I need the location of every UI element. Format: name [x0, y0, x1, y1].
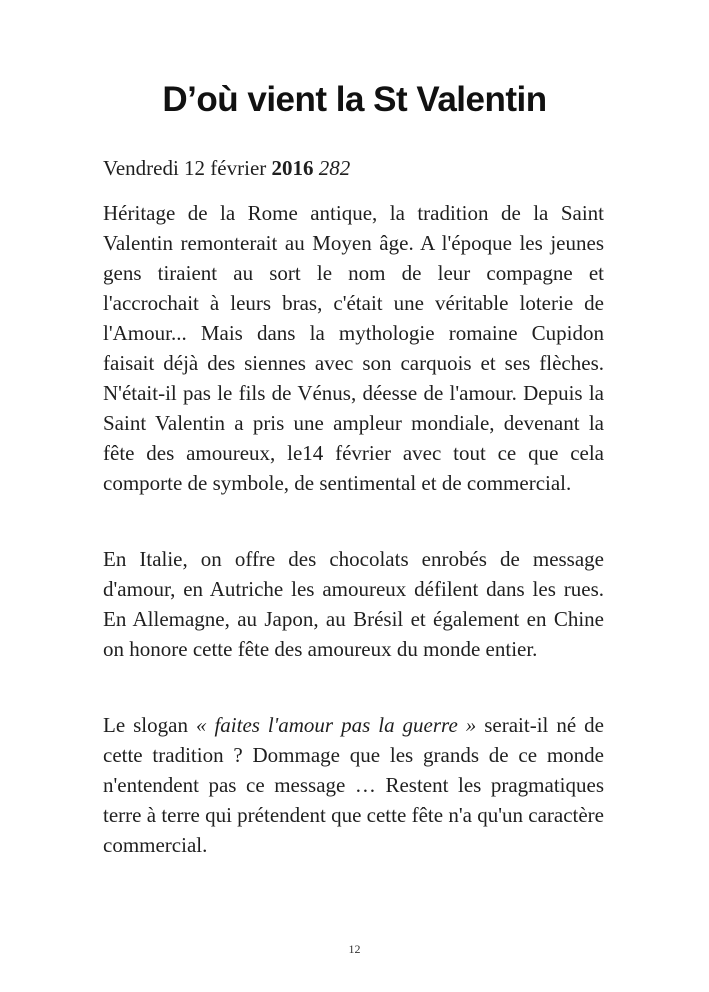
paragraph-2: En Italie, on offre des chocolats enrobés de message d'amour, en Autriche les amoureux défilent dans les rues. En Allemagne, au Japon, au Brésil et également en Chine on honore cette fête des amoureux du monde entier. [103, 547, 604, 661]
slogan-quote: « faites l'amour pas la guerre » [195, 713, 477, 737]
post-count: 282 [318, 156, 351, 180]
page-title: D’où vient la St Valentin [162, 80, 547, 119]
post-meta [103, 153, 350, 183]
page-number: 12 [348, 942, 361, 956]
paragraph-3 [103, 710, 604, 860]
paragraph-3-rest: serait-il né de cette tradition ? Dommage que les grands de ce monde n'entendent pas ce message … Restent les pragmatiques terre à terre qui prétendent que cette fête n'a qu'un caractère commercial. [103, 713, 605, 857]
paragraph-1: Héritage de la Rome antique, la tradition de la Saint Valentin remonterait au Moyen âge. A l'époque les jeunes gens tiraient au sort le nom de leur compagne et l'accrochait à leurs bras, c'était une véritable loterie de l'Amour... Mais dans la mythologie romaine Cupidon faisait déjà des siennes avec son carquois et ses flèches. N'était-il pas le fils de Vénus, déesse de l'amour. Depuis la Saint Valentin a pris une ampleur mondiale, devenant la fête des amoureux, le14 février avec tout ce que cela comporte de symbole, de sentimental et de commercial. [103, 201, 604, 495]
paragraph-3-start: Le slogan [103, 713, 196, 737]
post-date: Vendredi 12 février [103, 156, 267, 180]
post-year: 2016 [271, 156, 314, 180]
